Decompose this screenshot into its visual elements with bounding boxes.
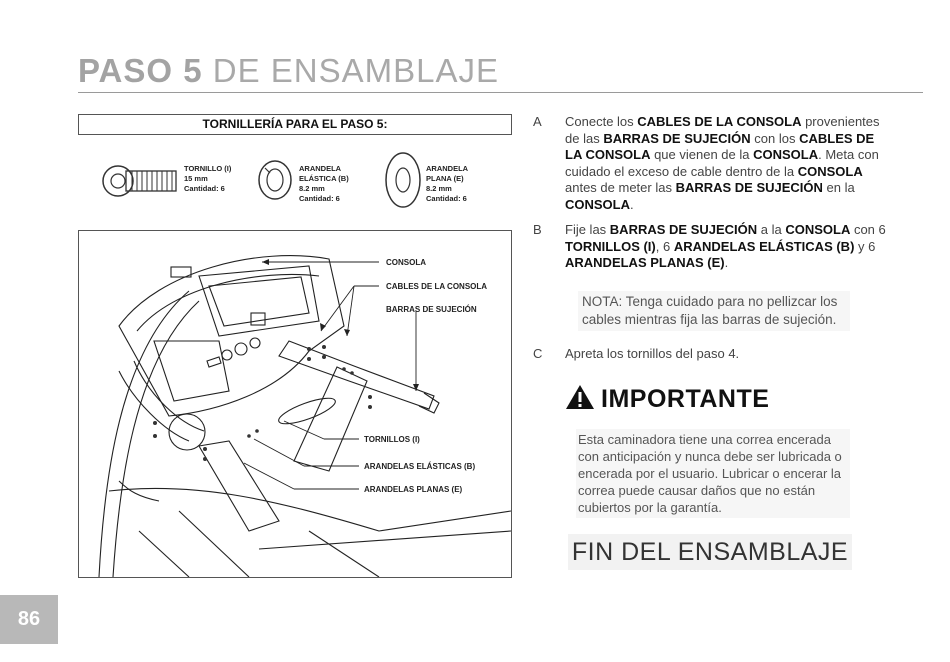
step-b-text: Fije las BARRAS DE SUJECIÓN a la CONSOLA con 6 TORNILLOS (I), 6 ARANDELAS ELÁSTICAS (B) y 6 ARANDELAS PLANAS (E). [565,222,886,270]
hardware-heading: TORNILLERÍA PARA EL PASO 5: [78,114,512,135]
step-c-letter: C [533,346,543,361]
step-c-text: Apreta los tornillos del paso 4. [565,346,740,361]
flat-washer-icon [383,150,423,210]
important-heading-text: IMPORTANTE [601,385,770,413]
note-box: NOTA: Tenga cuidado para no pellizcar los cables mientras fija las barras de sujeción. [578,291,850,331]
step-a-text: Conecte los CABLES DE LA CONSOLA provenientes de las BARRAS DE SUJECIÓN con los CABLES DE LA CONSOLA que vienen de la CONSOLA. Meta con cuidado el exceso de cable dentro de la CONSOLA antes de meter las BARRAS DE SUJECIÓN en la CONSOLA. [565,114,880,212]
callout-console-cables: CABLES DE LA CONSOLA [386,282,488,291]
page-number: 86 [0,595,58,644]
step-b [533,222,893,272]
bolt-icon [100,155,182,207]
step-a-letter: A [533,114,542,129]
important-heading [565,384,769,414]
step-c [533,346,893,363]
callout-screws: TORNILLOS (I) [364,435,420,444]
important-text: Esta caminadora tiene una correa encerada con anticipación y nunca debe ser lubricada o encerada por el usuario. Lubricar o encerar la correa puede causar daños que no están cubiertos por la garantía. [576,429,850,518]
title-text: DE ENSAMBLAJE [202,52,500,89]
callout-lock-washers: ARANDELAS ELÁSTICAS (B) [364,462,476,471]
title-step-number: PASO 5 [78,52,203,89]
split-washer-icon [255,158,295,202]
callout-console: CONSOLA [386,258,426,267]
step-b-letter: B [533,222,542,237]
assembly-diagram [78,230,512,578]
title-divider [78,92,923,93]
callout-flat-washers: ARANDELAS PLANAS (E) [364,485,463,494]
hardware-item-lock-washer: ARANDELA ELÁSTICA (B) 8.2 mm Cantidad: 6 [299,164,349,203]
warning-icon [565,384,595,410]
callout-handlebars: BARRAS DE SUJECIÓN [386,305,477,314]
page-title [78,52,499,90]
end-of-assembly-banner: FIN DEL ENSAMBLAJE [568,534,852,570]
hardware-item-flat-washer: ARANDELA PLANA (E) 8.2 mm Cantidad: 6 [426,164,469,203]
step-a [533,114,893,213]
hardware-item-screw: TORNILLO (I) 15 mm Cantidad: 6 [184,164,232,193]
